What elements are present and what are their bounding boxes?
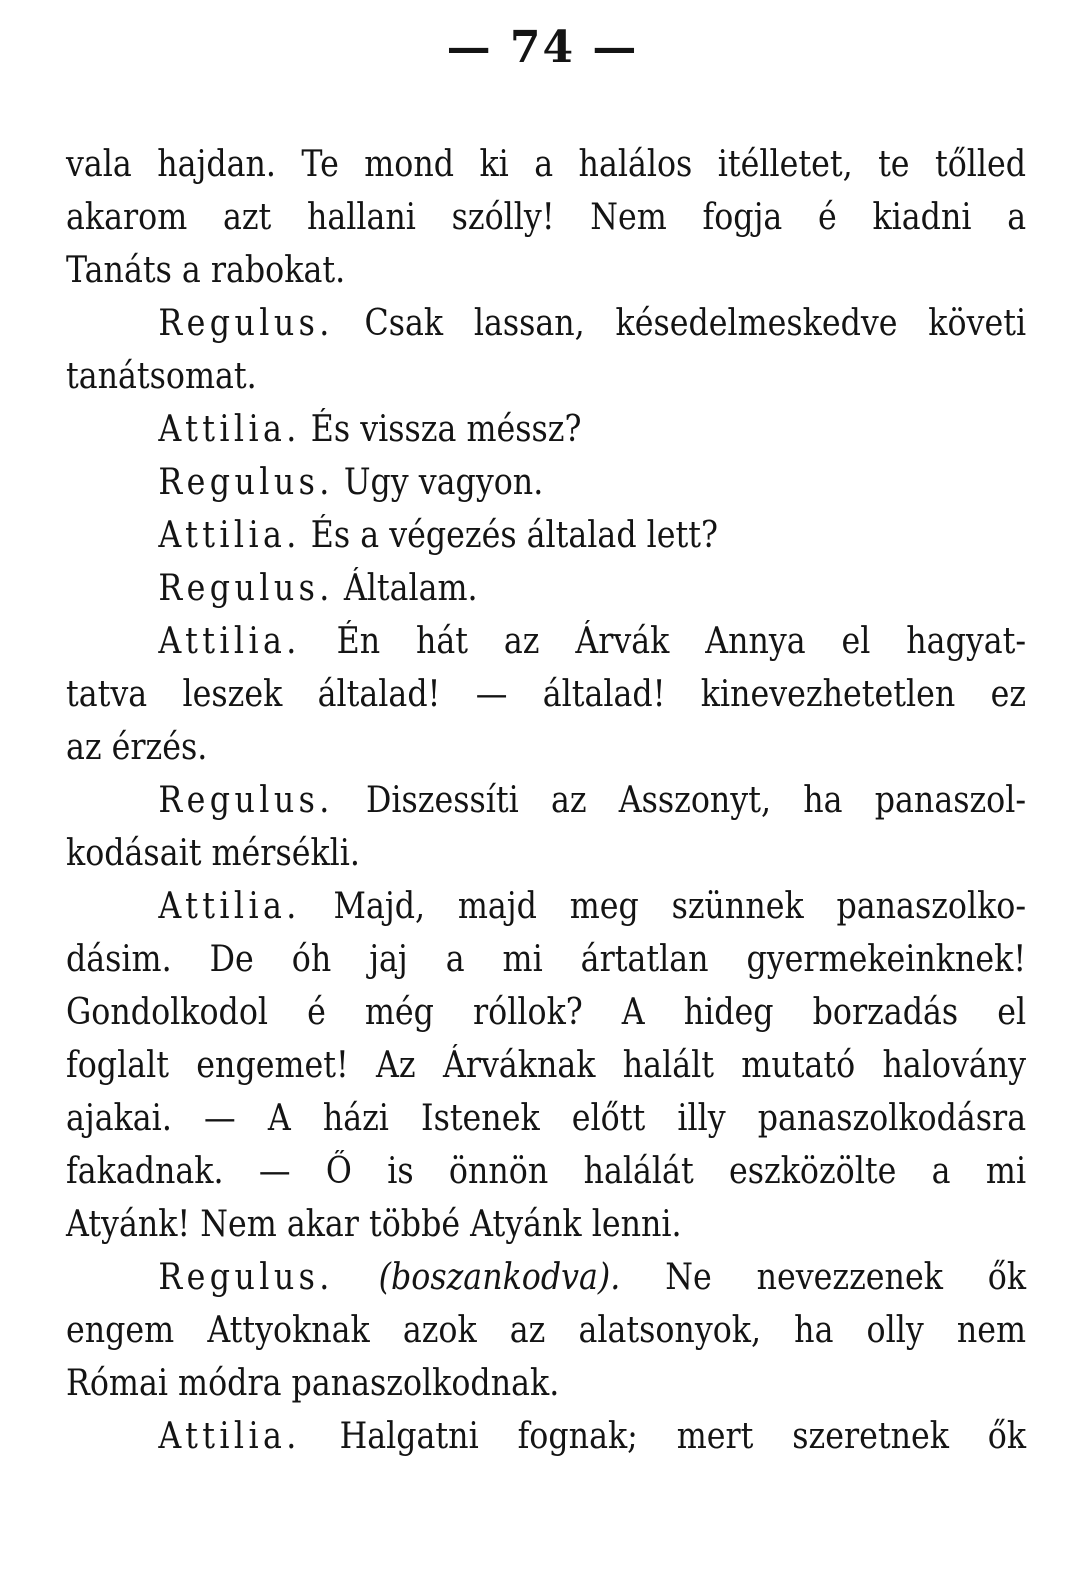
text-line <box>66 350 1026 403</box>
line-text: Ugy vagyon. <box>333 462 544 503</box>
text-line <box>66 668 1026 721</box>
text-line <box>66 1304 1026 1357</box>
line-text: Atyánk! Nem akar többé Atyánk lenni. <box>66 1204 682 1245</box>
text-line <box>66 1145 1026 1198</box>
text-line <box>66 562 1026 615</box>
line-text: az érzés. <box>66 727 208 768</box>
line-text: fakadnak. — Ő is önnön halálát eszközölte a mi <box>66 1151 1027 1192</box>
line-text: engem Attyoknak azok az alatsonyok, ha olly nem <box>66 1310 1027 1351</box>
text-line <box>66 1251 1026 1304</box>
speaker-name: Regulus. <box>158 568 334 609</box>
text-line <box>66 138 1026 191</box>
line-text: Csak lassan, késedelmeskedve követi <box>333 303 1027 344</box>
line-text: Majd, majd meg szünnek panaszolko- <box>300 886 1027 927</box>
speaker-name: Attilia. <box>158 886 301 927</box>
page-number: — 74 — <box>446 22 639 73</box>
line-text: kodásait mérsékli. <box>66 833 360 874</box>
line-text: tanátsomat. <box>66 356 257 397</box>
line-text: dásim. De óh jaj a mi ártatlan gyermekeinknek! <box>66 939 1027 980</box>
text-line <box>66 774 1026 827</box>
text-line <box>66 1198 1026 1251</box>
line-text: Diszessíti az Asszonyt, ha panaszol- <box>333 780 1027 821</box>
text-line <box>66 880 1026 933</box>
speaker-name: Attilia. <box>158 1416 301 1457</box>
line-text: Római módra panaszolkodnak. <box>66 1363 560 1404</box>
line-text: És a végezés általad lett? <box>300 515 718 556</box>
text-line <box>66 933 1026 986</box>
line-text: Ne nevezzenek ők <box>620 1257 1027 1298</box>
line-text: És vissza méssz? <box>300 409 582 450</box>
line-text: Halgatni fognak; mert szeretnek ők <box>300 1416 1027 1457</box>
text-line <box>66 191 1026 244</box>
line-text: Én hát az Árvák Annya el hagyat- <box>300 621 1027 662</box>
line-text: Tanáts a rabokat. <box>66 250 346 291</box>
text-line <box>66 403 1026 456</box>
line-text: ajakai. — A házi Istenek előtt illy panaszolkodásra <box>66 1098 1027 1139</box>
text-line <box>66 986 1026 1039</box>
text-line <box>66 615 1026 668</box>
line-text: foglalt engemet! Az Árváknak halált mutató halovány <box>66 1045 1027 1086</box>
speaker-name: Regulus. <box>158 462 334 503</box>
line-text: akarom azt hallani szólly! Nem fogja é kiadni a <box>66 197 1027 238</box>
line-text: tatva leszek általad! — általad! kinevezhetetlen ez <box>66 674 1027 715</box>
speaker-name: Attilia. <box>158 515 301 556</box>
text-line <box>66 244 1026 297</box>
text-line <box>66 509 1026 562</box>
speaker-name: Regulus. <box>158 1257 334 1298</box>
text-line <box>66 456 1026 509</box>
text-line <box>66 1357 1026 1410</box>
text-line <box>66 1092 1026 1145</box>
text-line <box>66 721 1026 774</box>
text-line <box>66 827 1026 880</box>
text-line <box>66 297 1026 350</box>
stage-direction: (boszankodva). <box>333 1257 621 1298</box>
line-text: Gondolkodol é még róllok? A hideg borzadás el <box>66 992 1027 1033</box>
line-text: vala hajdan. Te mond ki a halálos itélletet, te tőlled <box>66 144 1027 185</box>
speaker-name: Regulus. <box>158 780 334 821</box>
body-text <box>66 138 1026 1463</box>
speaker-name: Attilia. <box>158 621 301 662</box>
speaker-name: Regulus. <box>158 303 334 344</box>
text-line <box>66 1410 1026 1463</box>
text-line <box>66 1039 1026 1092</box>
speaker-name: Attilia. <box>158 409 301 450</box>
line-text: Általam. <box>333 568 478 609</box>
